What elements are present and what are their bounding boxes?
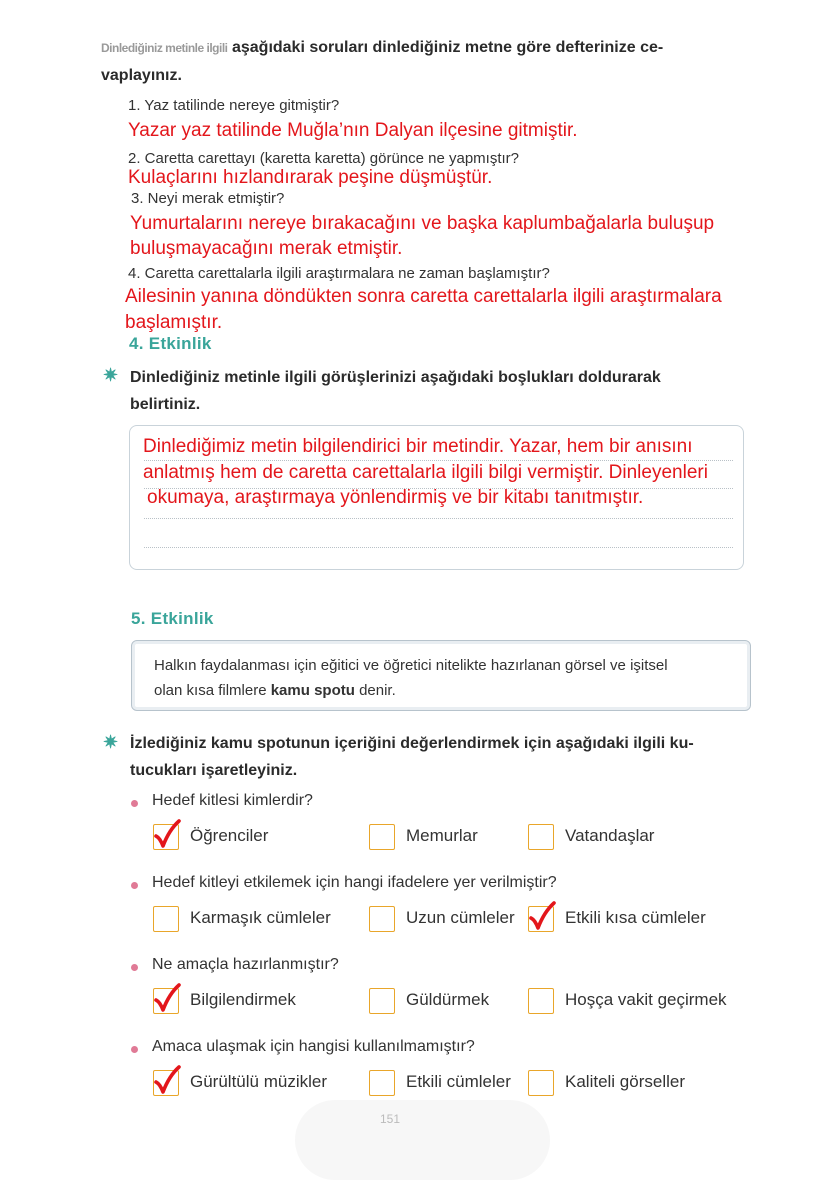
checkbox-label: Güldürmek: [406, 990, 490, 1009]
checklist-question: Amaca ulaşmak için hangisi kullanılmamıştır?: [152, 1038, 475, 1055]
checkbox-label: Etkili kısa cümleler: [565, 908, 706, 927]
checkbox[interactable]: [528, 824, 554, 850]
checkbox-label: Bilgilendirmek: [190, 990, 296, 1009]
sparkle-icon: ✷: [103, 732, 119, 752]
opinion-line-1: Dinlediğimiz metin bilgilendirici bir metindir. Yazar, hem bir anısını: [143, 436, 693, 457]
checkmark-icon: [151, 982, 183, 1014]
checkbox[interactable]: [369, 906, 395, 932]
info-box: [131, 640, 751, 711]
checkmark-icon: [151, 818, 183, 850]
question-3: 3. Neyi merak etmiştir?: [131, 190, 285, 207]
intro-instruction: [101, 34, 761, 89]
activity-4-instruction-line-1: Dinlediğiniz metinle ilgili görüşlerinizi aşağıdaki boşlukları doldurarak: [130, 369, 661, 386]
checkbox[interactable]: [528, 1070, 554, 1096]
info-line-2-bold: kamu spotu: [270, 682, 355, 699]
bullet-icon: [131, 1046, 138, 1053]
checkbox-label: Hoşça vakit geçirmek: [565, 990, 727, 1009]
opinion-line-2: anlatmış hem de caretta carettalarla ilgili bilgi vermiştir. Dinleyenleri: [143, 462, 708, 483]
question-1: 1. Yaz tatilinde nereye gitmiştir?: [128, 97, 340, 114]
page-number: 151: [380, 1112, 401, 1126]
question-4: 4. Caretta carettalarla ilgili araştırmalara ne zaman başlamıştır?: [128, 265, 550, 282]
faded-prefix: Dinlediğiniz metinle ilgili: [101, 41, 228, 55]
watermark: [295, 1100, 550, 1180]
checkbox-label: Etkili cümleler: [406, 1072, 511, 1091]
checkbox[interactable]: [369, 988, 395, 1014]
checkmark-icon: [151, 1064, 183, 1096]
opinion-box[interactable]: [129, 425, 744, 570]
activity-5-heading: 5. Etkinlik: [131, 609, 214, 628]
bullet-icon: [131, 800, 138, 807]
checkbox-label: Öğrenciler: [190, 826, 269, 845]
info-line-1: Halkın faydalanması için eğitici ve öğretici nitelikte hazırlanan görsel ve işitsel: [154, 657, 668, 674]
answer-2: Kulaçlarını hızlandırarak peşine düşmüştür.: [128, 167, 493, 188]
checkbox-label: Karmaşık cümleler: [190, 908, 331, 927]
activity-4-instruction-line-2: belirtiniz.: [130, 396, 201, 413]
answer-3-line-2: buluşmayacağını merak etmiştir.: [130, 238, 403, 259]
checklist-question: Hedef kitleyi etkilemek için hangi ifadelere yer verilmiştir?: [152, 874, 557, 891]
bullet-icon: [131, 882, 138, 889]
answer-3-line-1: Yumurtalarını nereye bırakacağını ve başka kaplumbağalarla buluşup: [130, 213, 715, 234]
checkbox[interactable]: [369, 824, 395, 850]
activity-4-instruction: [130, 364, 760, 418]
activity-4-heading: 4. Etkinlik: [129, 334, 212, 353]
checkbox-label: Memurlar: [406, 826, 478, 845]
activity-5-instruction: [130, 730, 760, 784]
opinion-line-3: okumaya, araştırmaya yönlendirmiş ve bir kitabı tanıtmıştır.: [147, 487, 644, 508]
question-2: 2. Caretta carettayı (karetta karetta) görünce ne yapmıştır?: [128, 150, 520, 167]
info-line-2: [154, 678, 668, 703]
checkbox-label: Uzun cümleler: [406, 908, 515, 927]
checkbox-label: Vatandaşlar: [565, 826, 655, 845]
intro-line-2: vaplayınız.: [101, 67, 182, 84]
info-line-2-post: denir.: [354, 682, 396, 699]
checkbox[interactable]: [369, 1070, 395, 1096]
checklist-question: Ne amaçla hazırlanmıştır?: [152, 956, 339, 973]
intro-line-1: aşağıdaki soruları dinlediğiniz metne göre defterinize ce-: [231, 39, 664, 56]
checkbox[interactable]: [528, 988, 554, 1014]
answer-4-line-1: Ailesinin yanına döndükten sonra caretta carettalarla ilgili araştırmalara: [125, 286, 722, 307]
sparkle-icon: ✷: [103, 365, 119, 385]
info-line-2-pre: olan kısa filmlere: [154, 682, 271, 699]
activity-5-instruction-line-1: İzlediğiniz kamu spotunun içeriğini değerlendirmek için aşağıdaki ilgili ku-: [130, 735, 694, 752]
checkbox-label: Gürültülü müzikler: [190, 1072, 327, 1091]
activity-5-instruction-line-2: tucukları işaretleyiniz.: [130, 762, 298, 779]
checkmark-icon: [526, 900, 558, 932]
checkbox-label: Kaliteli görseller: [565, 1072, 685, 1091]
answer-4-line-2: başlamıştır.: [125, 312, 223, 333]
bullet-icon: [131, 964, 138, 971]
checklist-question: Hedef kitlesi kimlerdir?: [152, 792, 313, 809]
answer-1: Yazar yaz tatilinde Muğla’nın Dalyan ilçesine gitmiştir.: [128, 120, 578, 141]
checkbox[interactable]: [153, 906, 179, 932]
